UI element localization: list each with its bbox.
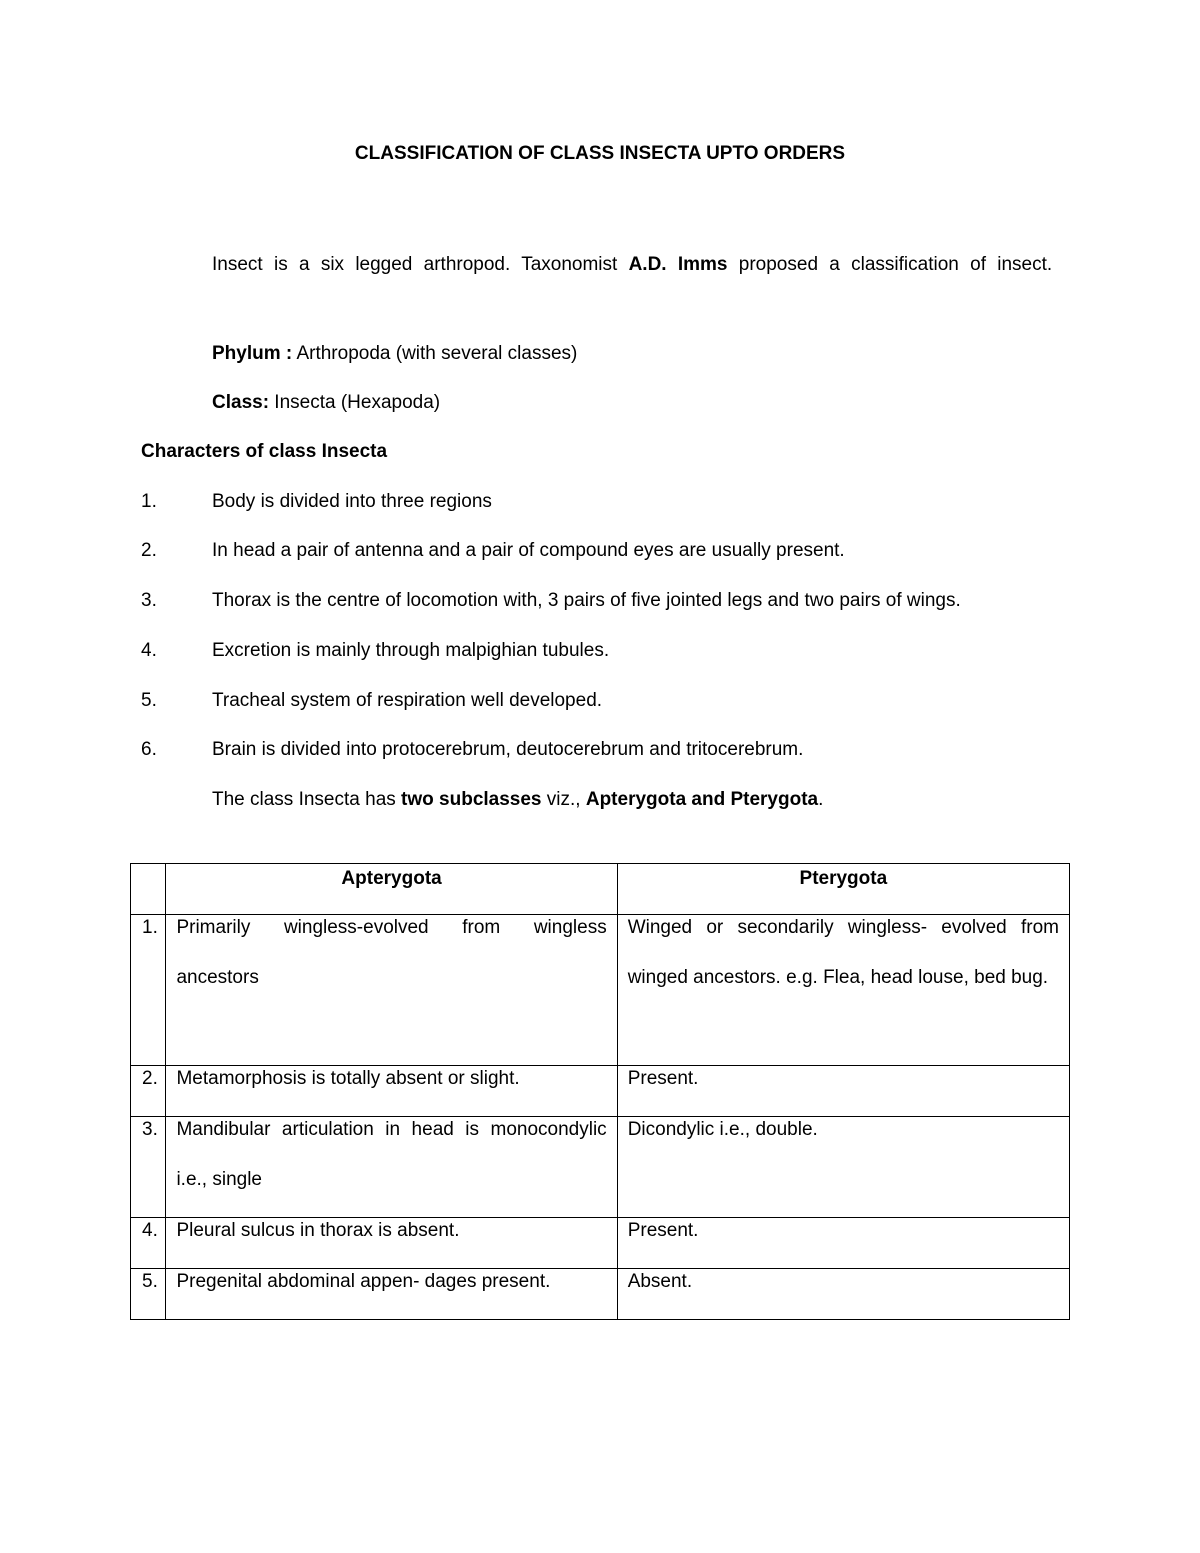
list-item-text: Excretion is mainly through malpighian tubules. <box>212 640 610 661</box>
table-cell-pterygota <box>617 1117 1069 1218</box>
intro-text-after: proposed a classification of insect. <box>727 254 1053 275</box>
list-item-number: 6. <box>141 739 157 760</box>
table-cell-num <box>131 915 166 1066</box>
intro-bold-name: A.D. Imms <box>628 254 728 275</box>
phylum-label: Phylum : <box>212 343 293 364</box>
cell-text: Pregenital abdominal appen- dages present. <box>176 1271 551 1292</box>
subclass-bold-count: two subclasses <box>401 789 542 810</box>
table-header-apterygota: Apterygota <box>166 864 617 915</box>
table-cell-pterygota <box>617 915 1069 1066</box>
list-item-number: 1. <box>141 491 157 512</box>
phylum-line <box>212 341 577 367</box>
comparison-table <box>130 863 1070 1320</box>
cell-text: Present. <box>627 1220 699 1241</box>
intro-text-before: Insect is a six legged arthropod. Taxonomist <box>212 254 629 275</box>
table-cell-apterygota <box>166 915 617 1066</box>
list-item-number: 2. <box>141 540 157 561</box>
table-cell-num <box>131 1117 166 1218</box>
cell-text: Dicondylic i.e., double. <box>627 1119 818 1140</box>
list-item-number: 5. <box>141 690 157 711</box>
page-title: CLASSIFICATION OF CLASS INSECTA UPTO ORDERS <box>354 143 846 164</box>
table-cell-pterygota <box>617 1269 1069 1320</box>
cell-text: 4. <box>142 1220 158 1241</box>
table-row <box>131 1117 1070 1218</box>
subclass-text-after: . <box>818 789 824 810</box>
characters-heading <box>141 439 387 465</box>
list-item-text: Tracheal system of respiration well developed. <box>212 690 603 711</box>
list-item-number: 3. <box>141 590 157 611</box>
subclass-sentence <box>212 787 823 813</box>
cell-text: Absent. <box>627 1271 693 1292</box>
table-header-pterygota: Pterygota <box>617 864 1069 915</box>
table-row <box>131 915 1070 1066</box>
subclass-bold-names: Apterygota and Pterygota <box>585 789 819 810</box>
list-item-text: Thorax is the centre of locomotion with, 3 pairs of five jointed legs and two pairs of wings. <box>212 590 961 611</box>
cell-text: Winged or secondarily wingless- evolved from winged ancestors. e.g. Flea, head louse, bed bug. <box>627 917 1059 988</box>
intro-paragraph <box>141 240 1060 290</box>
table-cell-apterygota <box>166 1269 617 1320</box>
cell-text: 2. <box>142 1068 158 1089</box>
class-label: Class: <box>212 392 270 413</box>
list-item-text: Body is divided into three regions <box>212 491 492 512</box>
class-value: Insecta (Hexapoda) <box>269 392 441 413</box>
table-cell-num <box>131 1269 166 1320</box>
cell-text: Metamorphosis is totally absent or slight. <box>176 1068 520 1089</box>
cell-text: Pleural sulcus in thorax is absent. <box>176 1220 460 1241</box>
subclass-text-mid: viz., <box>541 789 586 810</box>
cell-text: 5. <box>142 1271 158 1292</box>
phylum-value: Arthropoda (with several classes) <box>292 343 578 364</box>
cell-text: Present. <box>627 1068 699 1089</box>
cell-text: Primarily wingless-evolved from wingless ancestors <box>176 917 607 988</box>
cell-text: 3. <box>142 1119 158 1140</box>
cell-text: Mandibular articulation in head is monocondylic i.e., single <box>176 1119 607 1190</box>
cell-text: 1. <box>142 917 158 938</box>
list-item-text: In head a pair of antenna and a pair of compound eyes are usually present. <box>212 540 845 561</box>
characters-heading-text: Characters of class Insecta <box>141 441 388 462</box>
table-cell-apterygota <box>166 1117 617 1218</box>
subclass-text-before: The class Insecta has <box>212 789 402 810</box>
list-item-number: 4. <box>141 640 157 661</box>
table-row <box>131 1269 1070 1320</box>
list-item-text: Brain is divided into protocerebrum, deutocerebrum and tritocerebrum. <box>212 739 804 760</box>
class-line <box>212 390 440 416</box>
